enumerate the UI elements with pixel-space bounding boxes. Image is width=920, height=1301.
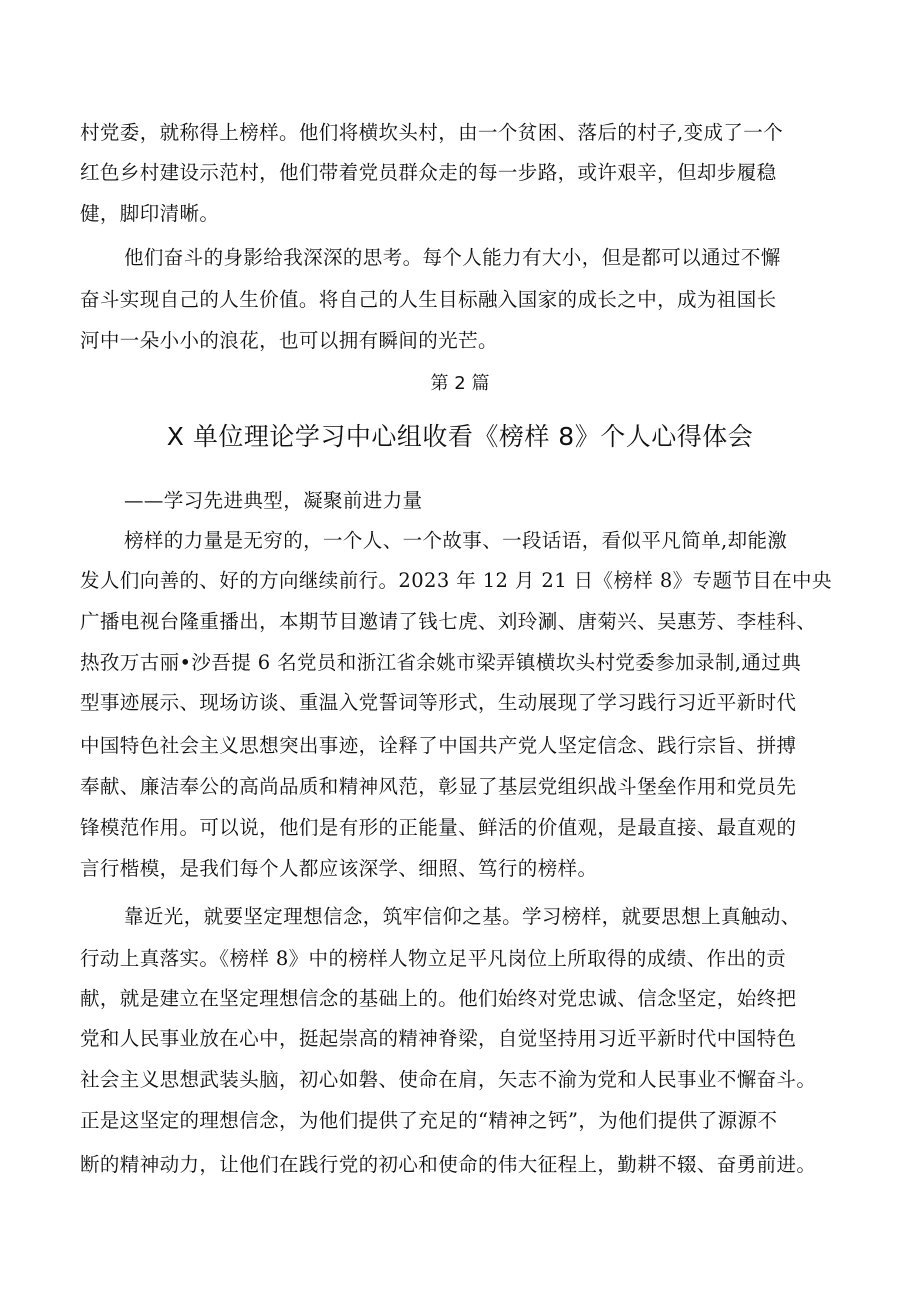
- text-line: 榜样的力量是无穷的，一个人、一个故事、一段话语，看似平凡简单,却能激: [124, 529, 788, 552]
- text-line: 中国特色社会主义思想突出事迹，诠释了中国共产党人坚定信念、践行宗旨、拼搏: [80, 734, 797, 757]
- text-line: 热孜万古丽•沙吾提 6 名党员和浙江省余姚市梁弄镇横坎头村党委参加录制,通过典: [80, 651, 802, 674]
- text-line: 型事迹展示、现场访谈、重温入党誓词等形式，生动展现了学习践行习近平新时代: [80, 691, 797, 714]
- text-line: 靠近光，就要坚定理想信念，筑牢信仰之基。学习榜样，就要思想上真触动、: [124, 905, 801, 928]
- article-title: X 单位理论学习中心组收看《榜样 8》个人心得体会: [166, 422, 754, 451]
- text-line: 广播电视台隆重播出，本期节目邀请了钱七虎、刘玲涮、唐菊兴、吴惠芳、李桂科、: [80, 610, 817, 633]
- text-line: 行动上真落实。《榜样 8》中的榜样人物立足平凡岗位上所取得的成绩、作出的贡: [80, 947, 787, 970]
- text-line: 奉献、廉洁奉公的高尚品质和精神风范，彰显了基层党组织战斗堡垒作用和党员先: [80, 775, 797, 798]
- text-line: 红色乡村建设示范村，他们带着党员群众走的每一步路，或许艰辛，但却步履稳: [80, 161, 777, 184]
- text-line: 河中一朵小小的浪花，也可以拥有瞬间的光芒。: [80, 329, 498, 352]
- text-line: 奋斗实现自己的人生价值。将自己的人生目标融入国家的成长之中，成为祖国长: [80, 288, 777, 311]
- article-number: 第 2 篇: [430, 373, 490, 394]
- text-line: 社会主义思想武装头脑，初心如磐、使命在肩，矢志不渝为党和人民事业不懈奋斗。: [80, 1068, 817, 1091]
- text-line: 村党委，就称得上榜样。他们将横坎头村，由一个贫困、落后的村子,变成了一个: [80, 121, 784, 144]
- text-line: 发人们向善的、好的方向继续前行。2023 年 12 月 21 日《榜样 8》专题节目在中央: [80, 569, 832, 592]
- text-line: 献，就是建立在坚定理想信念的基础上的。他们始终对党忠诚、信念坚定，始终把: [80, 987, 797, 1010]
- text-line: 锋模范作用。可以说，他们是有形的正能量、鲜活的价值观，是最直接、最直观的: [80, 816, 797, 839]
- text-line: 健，脚印清晰。: [80, 202, 220, 225]
- text-line: 断的精神动力，让他们在践行党的初心和使命的伟大征程上，勤耕不辍、奋勇前进。: [80, 1153, 817, 1176]
- text-line: 他们奋斗的身影给我深深的思考。每个人能力有大小，但是都可以通过不懈: [124, 246, 781, 269]
- text-line: 言行楷模，是我们每个人都应该深学、细照、笃行的榜样。: [80, 857, 598, 880]
- text-line: 正是这坚定的理想信念，为他们提供了充足的“精神之钙”，为他们提供了源源不: [80, 1109, 778, 1132]
- article-subtitle: ——学习先进典型，凝聚前进力量: [124, 489, 423, 512]
- text-line: 党和人民事业放在心中，挺起崇高的精神脊梁，自觉坚持用习近平新时代中国特色: [80, 1027, 797, 1050]
